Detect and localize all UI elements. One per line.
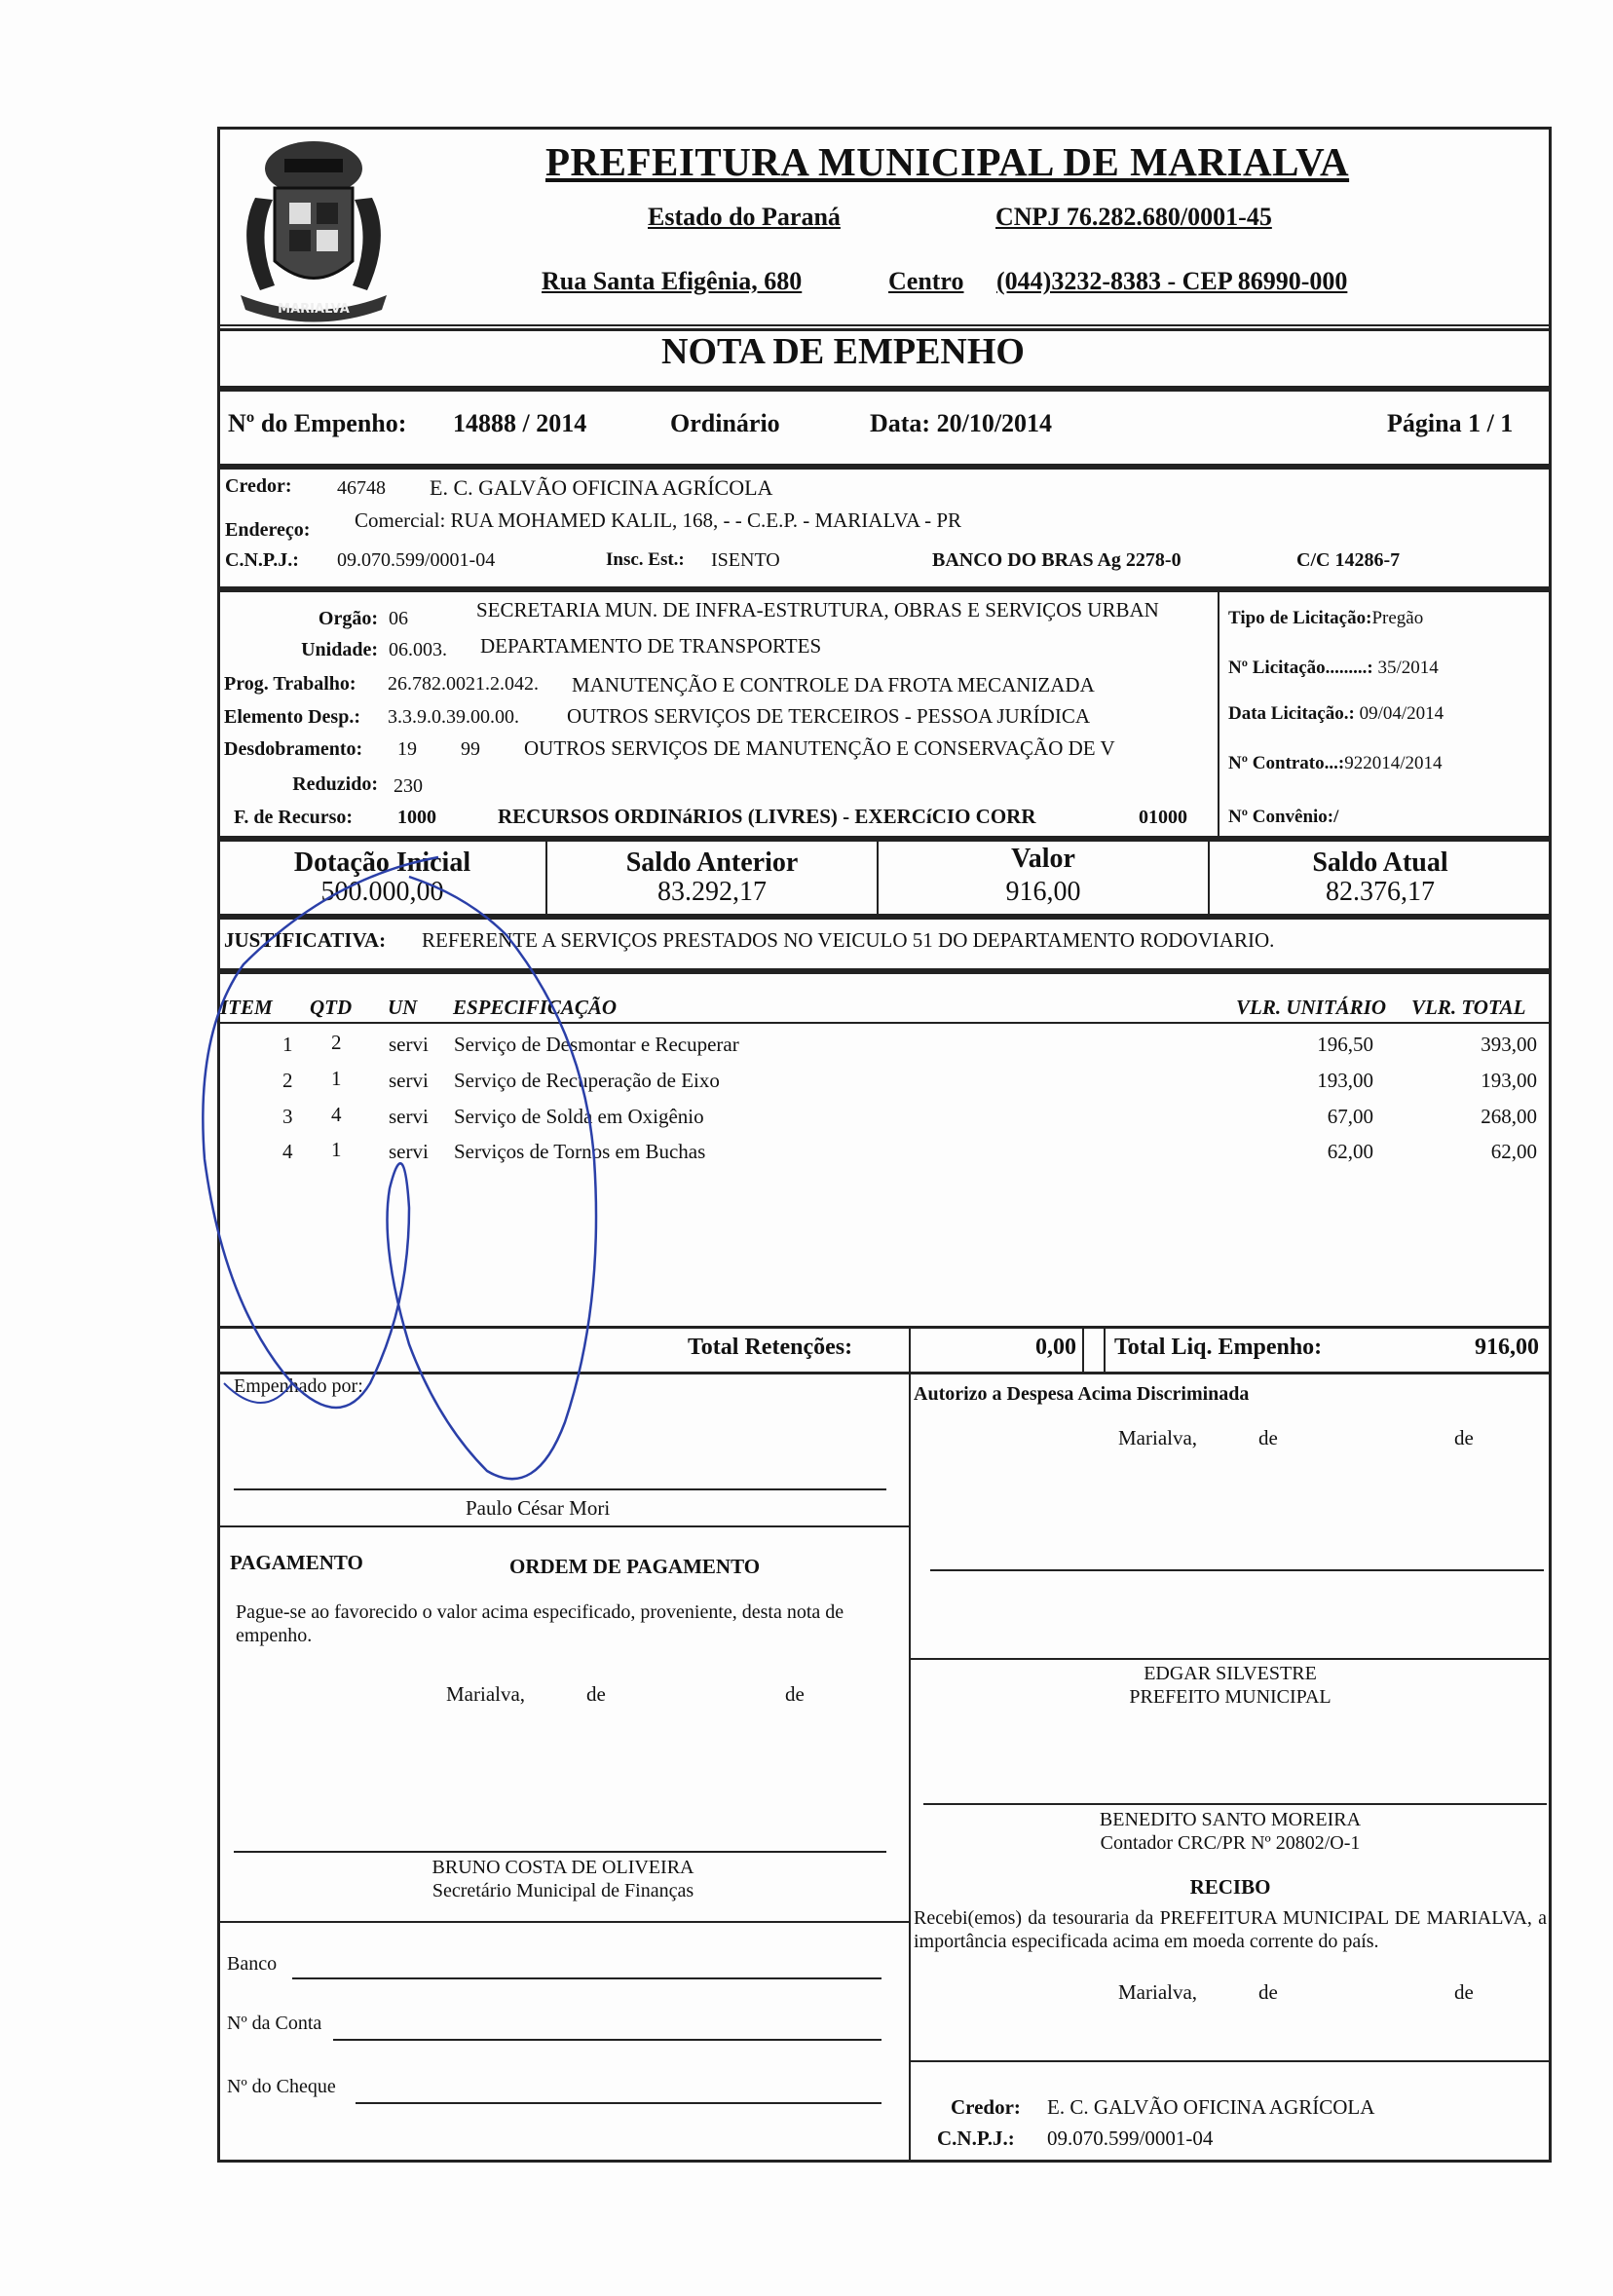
empenho-date: Data: 20/10/2014 <box>870 409 1053 437</box>
orgao-desc: SECRETARIA MUN. DE INFRA-ESTRUTURA, OBRAS E SERVIÇOS URBAN <box>476 598 1159 621</box>
justificativa-text: REFERENTE A SERVIÇOS PRESTADOS NO VEICULO 51 DO DEPARTAMENTO RODOVIARIO. <box>422 928 1275 952</box>
autorizo-de-2: de <box>1454 1426 1474 1449</box>
row-item: 4 <box>282 1140 293 1163</box>
reduzido-label: Reduzido: <box>292 773 378 795</box>
row-vlr-total: 193,00 <box>1481 1069 1537 1092</box>
data-licitacao: Data Licitação.: 09/04/2014 <box>1228 703 1444 724</box>
col-item: ITEM <box>220 996 273 1019</box>
prefeito-title: PREFEITO MUNICIPAL <box>1129 1686 1332 1708</box>
dotacao-label: Dotação Inicial <box>293 847 471 878</box>
row-un: servi <box>389 1033 429 1056</box>
secretario-signature-line <box>234 1851 886 1853</box>
footer-cnpj-label: C.N.P.J.: <box>937 2127 1015 2150</box>
desdobramento-a: 19 <box>397 738 417 760</box>
desdobramento-label: Desdobramento: <box>224 738 363 760</box>
valor-value: 916,00 <box>1005 877 1081 907</box>
header-phone-cep: (044)3232-8383 - CEP 86990-000 <box>996 267 1348 295</box>
banco-label: Banco <box>227 1953 278 1975</box>
header-address: Rua Santa Efigênia, 680 <box>542 267 803 295</box>
recurso-label: F. de Recurso: <box>234 807 354 828</box>
cheque-label: Nº do Cheque <box>227 2076 336 2097</box>
saldo-anterior-value: 83.292,17 <box>657 877 767 907</box>
header-cnpj: CNPJ 76.282.680/0001-45 <box>995 203 1272 231</box>
row-especificacao: Serviços de Tornos em Buchas <box>454 1140 706 1163</box>
row-vlr-total: 268,00 <box>1481 1105 1537 1128</box>
contador-title: Contador CRC/PR Nº 20802/O-1 <box>1100 1832 1361 1854</box>
row-especificacao: Serviço de Solda em Oxigênio <box>454 1105 704 1128</box>
recibo-text: Recebi(emos) da tesouraria da PREFEITURA MUNICIPAL DE MARIALVA, a importância especificada acima em moeda corrente do país. <box>914 1907 1547 1952</box>
pagamento-marialva: Marialva, <box>446 1682 526 1706</box>
prefeito-name: EDGAR SILVESTRE <box>1144 1663 1317 1684</box>
col-vlr-unitario: VLR. UNITÁRIO <box>1236 996 1387 1019</box>
total-liq-value: 916,00 <box>1475 1335 1539 1360</box>
recibo-marialva: Marialva, <box>1118 1980 1198 2004</box>
valor-label: Valor <box>1011 844 1075 874</box>
unidade-desc: DEPARTAMENTO DE TRANSPORTES <box>480 634 822 658</box>
row-un: servi <box>389 1105 429 1128</box>
footer-credor-name: E. C. GALVÃO OFICINA AGRÍCOLA <box>1047 2095 1375 2119</box>
dotacao-value: 500.000,00 <box>320 877 444 907</box>
desdobramento-desc: OUTROS SERVIÇOS DE MANUTENÇÃO E CONSERVAÇÃO DE V <box>524 736 1115 760</box>
empenho-number-label: Nº do Empenho: <box>228 409 407 437</box>
pague-se-text: Pague-se ao favorecido o valor acima especificado, proveniente, desta nota de empenho. <box>236 1601 844 1646</box>
header-district: Centro <box>888 267 964 295</box>
tipo-licitacao: Tipo de Licitação:Pregão <box>1228 608 1424 628</box>
ordem-signature-line <box>930 1569 1544 1571</box>
empenhado-signature-line <box>234 1488 886 1490</box>
autorizo-text: Autorizo a Despesa Acima Discriminada <box>914 1383 1250 1405</box>
prog-label: Prog. Trabalho: <box>224 673 356 695</box>
justificativa-label: JUSTIFICATIVA: <box>224 928 387 952</box>
saldo-atual-value: 82.376,17 <box>1326 877 1435 907</box>
credor-code: 46748 <box>337 477 386 499</box>
header-state: Estado do Paraná <box>648 203 841 231</box>
endereco-value: Comercial: RUA MOHAMED KALIL, 168, - - C.E.P. - MARIALVA - PR <box>355 508 962 532</box>
total-retencoes-value: 0,00 <box>1035 1335 1076 1360</box>
row-un: servi <box>389 1140 429 1163</box>
footer-cnpj-value: 09.070.599/0001-04 <box>1047 2127 1214 2150</box>
pagamento-de-1: de <box>586 1682 606 1706</box>
unidade-code: 06.003. <box>389 639 447 660</box>
prefeito-signature-line <box>911 1658 1549 1660</box>
total-liq-label: Total Liq. Empenho: <box>1114 1335 1323 1360</box>
empenhado-por-label: Empenhado por: <box>234 1375 363 1397</box>
reduzido-value: 230 <box>394 775 423 797</box>
prog-code: 26.782.0021.2.042. <box>388 673 539 695</box>
header-title: PREFEITURA MUNICIPAL DE MARIALVA <box>545 139 1350 184</box>
row-qtd: 1 <box>331 1138 342 1161</box>
credor-account: C/C 14286-7 <box>1296 549 1401 571</box>
page-number: Página 1 / 1 <box>1387 409 1514 437</box>
saldo-anterior-label: Saldo Anterior <box>625 847 799 878</box>
col-qtd: QTD <box>310 996 353 1019</box>
numero-convenio: Nº Convênio:/ <box>1228 807 1339 827</box>
recurso-code: 1000 <box>397 807 436 828</box>
row-item: 3 <box>282 1105 293 1128</box>
doc-title: NOTA DE EMPENHO <box>661 331 1025 372</box>
insc-value: ISENTO <box>711 549 780 571</box>
unidade-label: Unidade: <box>301 639 378 660</box>
conta-line <box>333 2039 882 2041</box>
row-especificacao: Serviço de Desmontar e Recuperar <box>454 1033 739 1056</box>
row-qtd: 2 <box>331 1031 342 1054</box>
contador-signature-line <box>923 1803 1547 1805</box>
autorizo-marialva: Marialva, <box>1118 1426 1198 1449</box>
insc-label: Insc. Est.: <box>606 549 685 570</box>
recurso-desc: RECURSOS ORDINáRIOS (LIVRES) - EXERCíCIO CORR <box>498 805 1036 828</box>
numero-licitacao: Nº Licitação.........: 35/2014 <box>1228 658 1439 678</box>
footer-credor-label: Credor: <box>951 2095 1021 2119</box>
prog-desc: MANUTENÇÃO E CONTROLE DA FROTA MECANIZADA <box>572 673 1095 696</box>
autorizo-de-1: de <box>1258 1426 1278 1449</box>
row-item: 1 <box>282 1033 293 1056</box>
total-retencoes-label: Total Retenções: <box>688 1335 853 1360</box>
elemento-label: Elemento Desp.: <box>224 706 360 728</box>
row-item: 2 <box>282 1069 293 1092</box>
desdobramento-b: 99 <box>461 738 480 760</box>
credor-bank: BANCO DO BRAS Ag 2278-0 <box>932 549 1182 571</box>
elemento-code: 3.3.9.0.39.00.00. <box>388 706 519 728</box>
coat-of-arms-emblem <box>216 130 411 329</box>
col-especificacao: ESPECIFICAÇÃO <box>453 996 618 1019</box>
recibo-title: RECIBO <box>1189 1875 1271 1899</box>
totals-box <box>217 1326 1552 1374</box>
row-vlr-unitario: 196,50 <box>1317 1033 1373 1056</box>
secretario-name: BRUNO COSTA DE OLIVEIRA <box>431 1857 694 1878</box>
pagamento-de-2: de <box>785 1682 805 1706</box>
empenhado-por-name: Paulo César Mori <box>466 1496 611 1520</box>
ordem-pagamento-label: ORDEM DE PAGAMENTO <box>509 1555 761 1578</box>
row-qtd: 1 <box>331 1067 342 1090</box>
empenho-number: 14888 / 2014 <box>453 409 587 437</box>
row-vlr-unitario: 67,00 <box>1327 1105 1373 1128</box>
row-vlr-unitario: 62,00 <box>1327 1140 1373 1163</box>
recibo-de-2: de <box>1454 1980 1474 2004</box>
conta-label: Nº da Conta <box>227 2013 322 2034</box>
cheque-line <box>356 2102 882 2104</box>
row-vlr-unitario: 193,00 <box>1317 1069 1373 1092</box>
col-un: UN <box>388 996 418 1019</box>
saldo-atual-label: Saldo Atual <box>1312 847 1448 878</box>
row-un: servi <box>389 1069 429 1092</box>
endereco-label: Endereço: <box>225 519 311 541</box>
empenho-type: Ordinário <box>670 409 780 437</box>
recurso-code2: 01000 <box>1139 807 1187 828</box>
svg-text:MARIALVA: MARIALVA <box>278 302 350 317</box>
recibo-de-1: de <box>1258 1980 1278 2004</box>
row-especificacao: Serviço de Recuperação de Eixo <box>454 1069 720 1092</box>
contador-name: BENEDITO SANTO MOREIRA <box>1099 1809 1362 1830</box>
row-vlr-total: 393,00 <box>1481 1033 1537 1056</box>
credor-cnpj-value: 09.070.599/0001-04 <box>337 549 496 571</box>
secretario-title: Secretário Municipal de Finanças <box>431 1880 694 1901</box>
orgao-code: 06 <box>389 608 408 629</box>
credor-cnpj-label: C.N.P.J.: <box>225 549 299 571</box>
banco-line <box>292 1977 882 1979</box>
elemento-desc: OUTROS SERVIÇOS DE TERCEIROS - PESSOA JURÍDICA <box>567 704 1091 728</box>
row-vlr-total: 62,00 <box>1490 1140 1537 1163</box>
orgao-label: Orgão: <box>318 608 378 629</box>
credor-name: E. C. GALVÃO OFICINA AGRÍCOLA <box>430 475 773 500</box>
numero-contrato: Nº Contrato...:922014/2014 <box>1228 753 1443 773</box>
pagamento-label: PAGAMENTO <box>230 1551 363 1574</box>
col-vlr-total: VLR. TOTAL <box>1411 996 1526 1019</box>
row-qtd: 4 <box>331 1103 342 1126</box>
credor-label: Credor: <box>225 475 292 497</box>
